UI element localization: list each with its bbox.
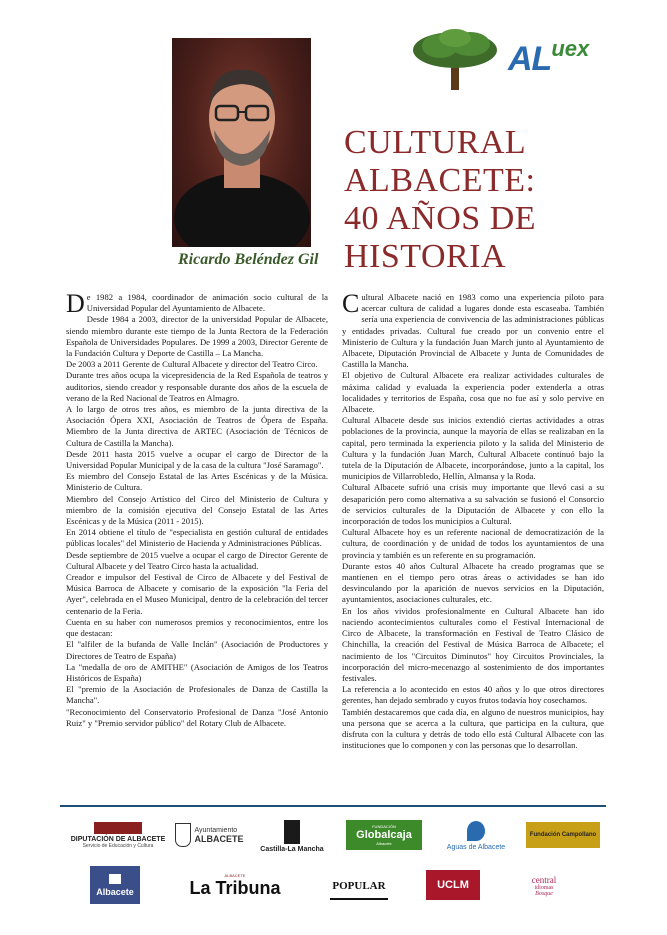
castilla-la-mancha-logo: Castilla-La Mancha	[254, 814, 330, 858]
bio-paragraph: Desde 1984 a 2003, director de la universidad Popular de Albacete, siendo miembro durante este tiempo de la Junta Rectora de la Federación Española de Universidades Populares. De 1999 a 2003, Director Gerente de la Fundación Cultura y Deporte de Castilla – La Mancha.	[66, 314, 328, 359]
bio-paragraph: Es miembro del Consejo Estatal de las Artes Escénicas y de la Música. Ministerio de Cultura.	[66, 471, 328, 493]
bio-paragraph: De 2003 a 2011 Gerente de Cultural Albacete y director del Teatro Circo.	[66, 359, 318, 370]
castle-icon	[284, 820, 300, 844]
title-line: CULTURAL	[344, 124, 527, 161]
campollano-logo: Fundación Campollano	[526, 822, 600, 848]
bio-paragraph: El "premio de la Asociación de Profesionales de Danza de Castilla la Mancha".	[66, 684, 328, 706]
bio-paragraph: e 1982 a 1984, coordinador de animación socio cultural de la Universidad Popular del Ayuntamiento de Albacete.	[86, 292, 328, 314]
bio-paragraph: En 2014 obtiene el título de "especialista en gestión cultural de entidades públicas locales" del Ministerio de Hacienda y Administraciones Públicas.	[66, 527, 328, 549]
portrait-caption: Ricardo Beléndez Gil	[178, 251, 319, 268]
history-paragraph: La referencia a lo acontecido en estos 40 años y lo que otros directores gerentes, han dejado sembrado y cuyos frutos todavía hoy cosechamos.	[342, 684, 604, 706]
popular-logo: POPULAR	[330, 874, 388, 900]
page-title	[344, 124, 644, 276]
history-paragraph: Cultural Albacete hoy es un referente nacional de democratización de la cultura, de coordinación y de unidad de todos los ayuntamientos de una provincia y también es un referente en su programación.	[342, 527, 604, 560]
history-paragraph: ultural Albacete nació en 1983 como una experiencia piloto para acercar cultura de calidad a lugares donde esta escaseaba. También sería una experiencia de convivencia de las administraciones públicas y entidades privadas. Cultural fue creado por un convenio entre el Ministerio de Cultura y la fundación Juan March junto al Ayuntamiento de Albacete, Diputación Provincial de Albacete y Junta de Comunidades de Castilla la Mancha.	[342, 292, 604, 370]
uclm-logo: UCLM	[426, 870, 480, 900]
aguas-albacete-logo: Aguas de Albacete	[436, 814, 516, 858]
bio-paragraph: "Reconocimiento del Conservatorio Profesional de Danza "José Antonio Ruiz" y "Premio servidor público" del Rotary Club de Albacete.	[66, 706, 328, 728]
sponsors-strip	[60, 812, 606, 922]
globalcaja-logo: FUNDACIÓN Globalcaja Albacete	[346, 820, 422, 850]
diputacion-emblem-icon	[94, 822, 142, 834]
title-line: 40 AÑOS DE	[344, 200, 537, 237]
bio-paragraph: Creador e impulsor del Festival de Circo de Albacete y del Festival de Música Barroca de Albacete y comisario de la exposición "la Feria del Ayer", celebrada en el Museo Municipal, dentro de la celebración del tercer centenario de la Feria.	[66, 572, 328, 616]
bio-paragraph: Desde septiembre de 2015 vuelve a ocupar el cargo de Director Gerente de Cultural Albacete y del Teatro Circo hasta la actualidad.	[66, 549, 328, 571]
title-line: ALBACETE:	[344, 162, 536, 199]
dropcap: C	[342, 289, 360, 318]
history-paragraph: Durante estos 40 años Cultural Albacete ha creado programas que se mantienen en el tiempo pero otras áreas o actividades se han ido desvinculando por la aparición de nuevos servicios en la Diputación, ayuntamientos, asociaciones culturales, etc.	[342, 560, 604, 605]
bio-paragraph: La "medalla de oro de AMITHE" (Asociación de Amigos de los Teatros Históricos de España)	[66, 661, 328, 683]
history-paragraph: Cultural Albacete desde sus inicios extendió ciertas actividades a otras poblaciones de la provincia, aunque la mayoría de ellas se realizaban en la capital, pero terminada la experiencia piloto y la salida del Ministerio de Cultura y la fundación Juan March, Cultural Albacete continuó bajo la tutela de la Diputación de Albacete, incorporándose, junto a la capital, los municipios de Villarrobledo, Hellín, Almansa y la Roda.	[342, 415, 604, 482]
ayuntamiento-logo: Ayuntamiento ALBACETE	[168, 816, 250, 854]
bio-paragraph: A lo largo de otros tres años, es miembro de la junta directiva de la Asociación Ópera XXI, Asociación de Teatros de Ópera de España. Miembro de la Junta directiva de ARTEC (Asociación de Técnicos de Cultura de Castilla la Mancha).	[66, 404, 328, 448]
albacete-library-logo: Albacete	[90, 866, 140, 904]
bio-paragraph: Miembro del Consejo Artístico del Circo del Ministerio de Cultura y miembro de la comisión ejecutiva del Consejo Estatal de las Artes Escénicas y de la Música (2011 - 2015).	[66, 493, 328, 527]
central-idiomas-logo: central idiomas Bosque	[531, 875, 557, 897]
divider	[60, 805, 606, 807]
water-drop-icon	[467, 821, 485, 841]
tree-logo-icon	[410, 26, 500, 94]
bio-paragraph: El "alfiler de la bufanda de Valle Inclán" (Asociación de Productores y Directores de Teatro de España)	[66, 639, 328, 661]
shield-icon	[175, 823, 191, 847]
book-icon	[109, 874, 121, 884]
biography-column	[66, 289, 328, 729]
portrait-photo	[172, 38, 311, 247]
history-column	[342, 289, 604, 751]
history-paragraph: Cultural Albacete sufrió una crisis muy importante que llevó casi a su desaparición pero como alternativa a su salvación se fusionó el Consorcio de servicios culturales de la Diputación de Albacete y con ello la incorporación de todos los municipios a Cultural.	[342, 482, 604, 527]
bio-paragraph: Cuenta en su haber con numerosos premios y reconocimientos, entre los que destacan:	[66, 616, 328, 639]
dropcap: D	[66, 289, 85, 318]
bio-paragraph: Durante tres años ocupa la vicepresidencia de la Red Española de teatros y auditorios, siendo creador y responsable durante dos años de la escuela de verano de la Red Nacional de Teatros en Almagro.	[66, 370, 328, 403]
history-paragraph: En los años vividos profesionalmente en Cultural Albacete han ido naciendo acontecimientos culturales como el Festival Internacional de Circo de Albacete, la transformación en Festival de Teatro Clásico de Chinchilla, la creación del Festival de Música Barroca de Albacete; el nacimiento de los "Circuitos Diminutos" hoy Circuitos Provinciales, la incorporación del micro-mecenazgo al sostenimiento de dos importantes festivales.	[342, 605, 604, 683]
history-paragraph: El objetivo de Cultural Albacete era realizar actividades culturales de máxima calidad y evaluada la experiencia poder extenderla a otras localidades y territorios de España, cosa que no fue así y solo pervive en Albacete.	[342, 370, 604, 415]
la-tribuna-logo: ALBACETE La Tribuna	[189, 873, 281, 898]
history-paragraph: También destacaremos que cada día, en alguno de nuestros municipios, hay una persona que se acerca a la cultura, que participa en la cultura, que disfruta con la cultura y detrás de todo ello está Cultural Albacete con las instituciones que lo componen y con las personas que lo desarrollan.	[342, 706, 604, 751]
diputacion-logo: DIPUTACIÓN DE ALBACETE Servicio de Educación y Cultura	[66, 816, 170, 854]
aluex-logo: ALuex	[508, 36, 590, 78]
bio-paragraph: Desde 2011 hasta 2015 vuelve a ocupar el cargo de Director de la Universidad Popular Municipal y de la casa de la cultura "José Saramago".	[66, 448, 328, 471]
title-line: HISTORIA	[344, 238, 507, 275]
